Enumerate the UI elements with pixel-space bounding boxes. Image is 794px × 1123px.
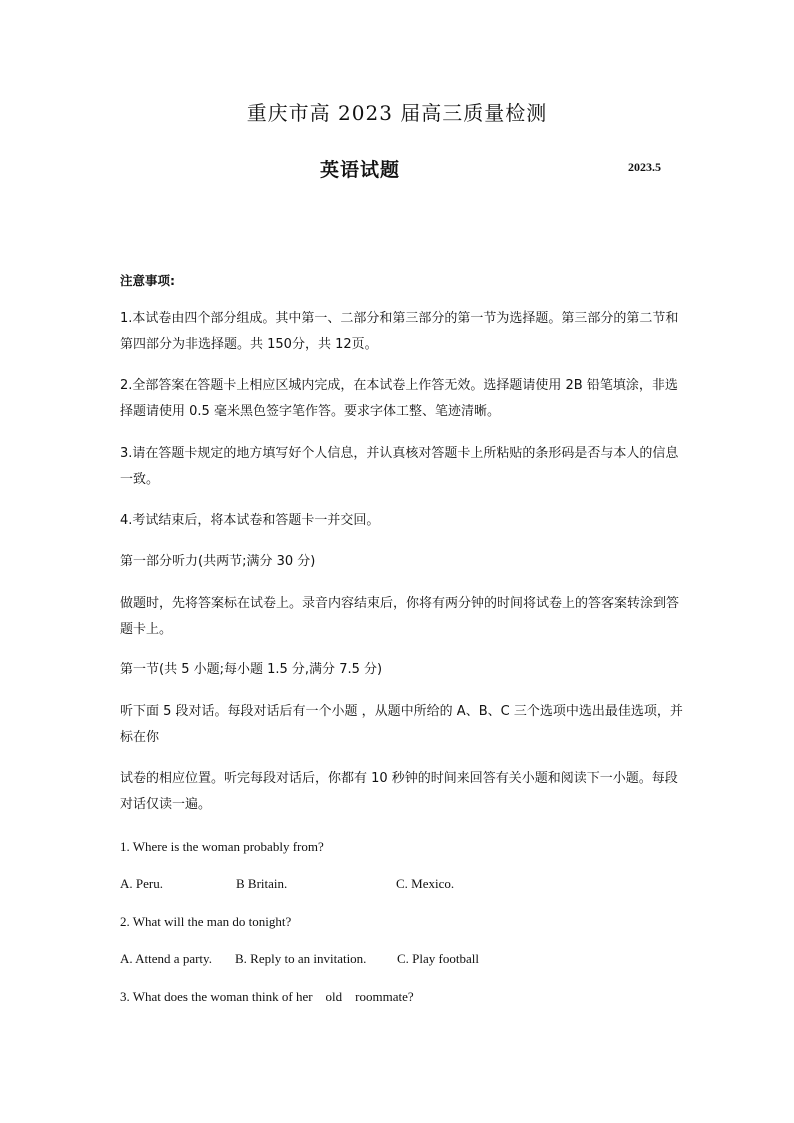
note-item-4: 4.考试结束后，将本试卷和答题卡一并交回。: [120, 513, 380, 528]
exam-subtitle: 英语试题: [320, 159, 401, 181]
question-option: C. Mexico.: [396, 876, 455, 891]
part1-heading: 第一部分听力(共两节;满分 30 分): [120, 554, 316, 569]
question-option: A. Attend a party.: [120, 951, 212, 966]
note-item-3: 3.请在答题卡规定的地方填写好个人信息，并认真核对答题卡上所粘贴的条形码是否与本人的信息一致。: [120, 446, 679, 487]
question-option: C. Play football: [397, 951, 479, 966]
note-item-1: 1.本试卷由四个部分组成。其中第一、二部分和第三部分的第一节为选择题。第三部分的第二节和第四部分为非选择题。共 150分，共 12页。: [120, 311, 679, 352]
question-stem: 3. What does the woman think of her old roommate?: [120, 989, 414, 1004]
question-option: B. Reply to an invitation.: [235, 951, 367, 966]
part1-instruction: 做题时，先将答案标在试卷上。录音内容结束后，你将有两分钟的时间将试卷上的答客案转涂到答题卡上。: [120, 596, 680, 637]
question-stem: 1. Where is the woman probably from?: [120, 839, 324, 854]
question-stem: 2. What will the man do tonight?: [120, 914, 292, 929]
question-option: A. Peru.: [120, 876, 163, 891]
question-option: B Britain.: [236, 876, 288, 891]
section1-instruction-a: 听下面 5 段对话。每段对话后有一个小题 ，从题中所给的 A、B、C 三个选项中选出最佳选项，并标在你: [120, 704, 683, 745]
section1-instruction-b: 试卷的相应位置。听完每段对话后，你都有 10 秒钟的时间来回答有关小题和阅读下一小题。每段对话仅读一遍。: [120, 771, 678, 812]
note-item-2: 2.全部答案在答题卡上相应区城内完成，在本试卷上作答无效。选择题请使用 2B 铅笔填涂，非选择题请使用 0.5 毫米黑色签字笔作答。要求字体工整、笔迹清晰。: [120, 378, 678, 419]
notes-heading: 注意事项:: [120, 273, 175, 288]
exam-date: 2023.5: [628, 160, 661, 174]
section1-heading: 第一节(共 5 小题;每小题 1.5 分,满分 7.5 分): [120, 662, 383, 677]
exam-title: 重庆市高 2023 届高三质量检测: [246, 101, 548, 125]
